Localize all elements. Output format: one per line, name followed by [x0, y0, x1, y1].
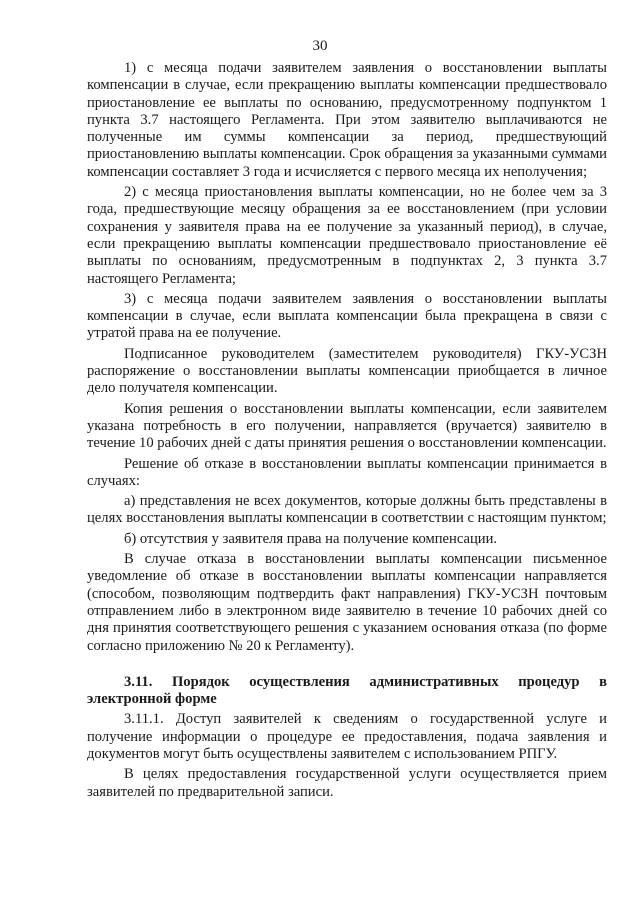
paragraph-access: 3.11.1. Доступ заявителей к сведениям о государственной услуге и получение информации о процедуре ее предоставления, подача заявления и документов могут быть осуществлены заявителем с использованием РПГУ.	[87, 711, 607, 762]
paragraph-item-1: 1) с месяца подачи заявителем заявления о восстановлении выплаты компенсации в случае, если прекращению выплаты компенсации предшествовало приостановление ее выплаты по основанию, предусмотренному подпунктом 1 пункта 3.7 настоящего Регламента. При этом заявителю выплачиваются не полученные им суммы компенсации за период, предшествующий приостановлению выплаты компенсации. Срок обращения за указанными суммами компенсации составляет 3 года и исчисляется с первого месяца их неполучения;	[87, 60, 607, 180]
paragraph-refusal-notice: В случае отказа в восстановлении выплаты компенсации письменное уведомление об отказе в восстановлении выплаты компенсации направляется (способом, позволяющим подтвердить факт направления) ГКУ-УСЗН почтовым отправлением либо в электронном виде заявителю в течение 10 рабочих дней со дня принятия соответствующего решения с указанием основания отказа (по форме согласно приложению № 20 к Регламенту).	[87, 551, 607, 654]
paragraph-decision-copy: Копия решения о восстановлении выплаты компенсации, если заявителем указана потребность в его получении, направляется (вручается) заявителю в течение 10 рабочих дней с даты принятия решения о восстановлении компенсации.	[87, 400, 607, 452]
section-heading: 3.11. Порядок осуществления административных процедур в электронной форме	[87, 673, 607, 708]
page-number: 30	[312, 38, 328, 54]
document-body	[87, 60, 607, 801]
paragraph-signed-order: Подписанное руководителем (заместителем руководителя) ГКУ-УСЗН распоряжение о восстановлении выплаты компенсации приобщается в личное дело получателя компенсации.	[87, 345, 607, 397]
paragraph-item-2: 2) с месяца приостановления выплаты компенсации, но не более чем за 3 года, предшествующие месяцу обращения за ее восстановлением (при условии сохранения у заявителя права на ее получение за указанный период), в случае, если прекращению выплаты компенсации предшествовало приостановление её выплаты по основаниям, предусмотренным в подпунктах 2, 3 пункта 3.7 настоящего Регламента;	[87, 184, 607, 287]
paragraph-appointment: В целях предоставления государственной услуги осуществляется прием заявителей по предварительной записи.	[87, 766, 607, 800]
paragraph-item-3: 3) с месяца подачи заявителем заявления о восстановлении выплаты компенсации в случае, если выплата компенсации была прекращена в связи с утратой права на ее получение.	[87, 290, 607, 342]
paragraph-refusal-cases: Решение об отказе в восстановлении выплаты компенсации принимается в случаях:	[87, 455, 607, 489]
paragraph-item-b: б) отсутствия у заявителя права на получение компенсации.	[124, 530, 498, 547]
paragraph-item-a: а) представления не всех документов, которые должны быть представлены в целях восстановления выплаты компенсации в соответствии с настоящим пунктом;	[87, 493, 607, 527]
